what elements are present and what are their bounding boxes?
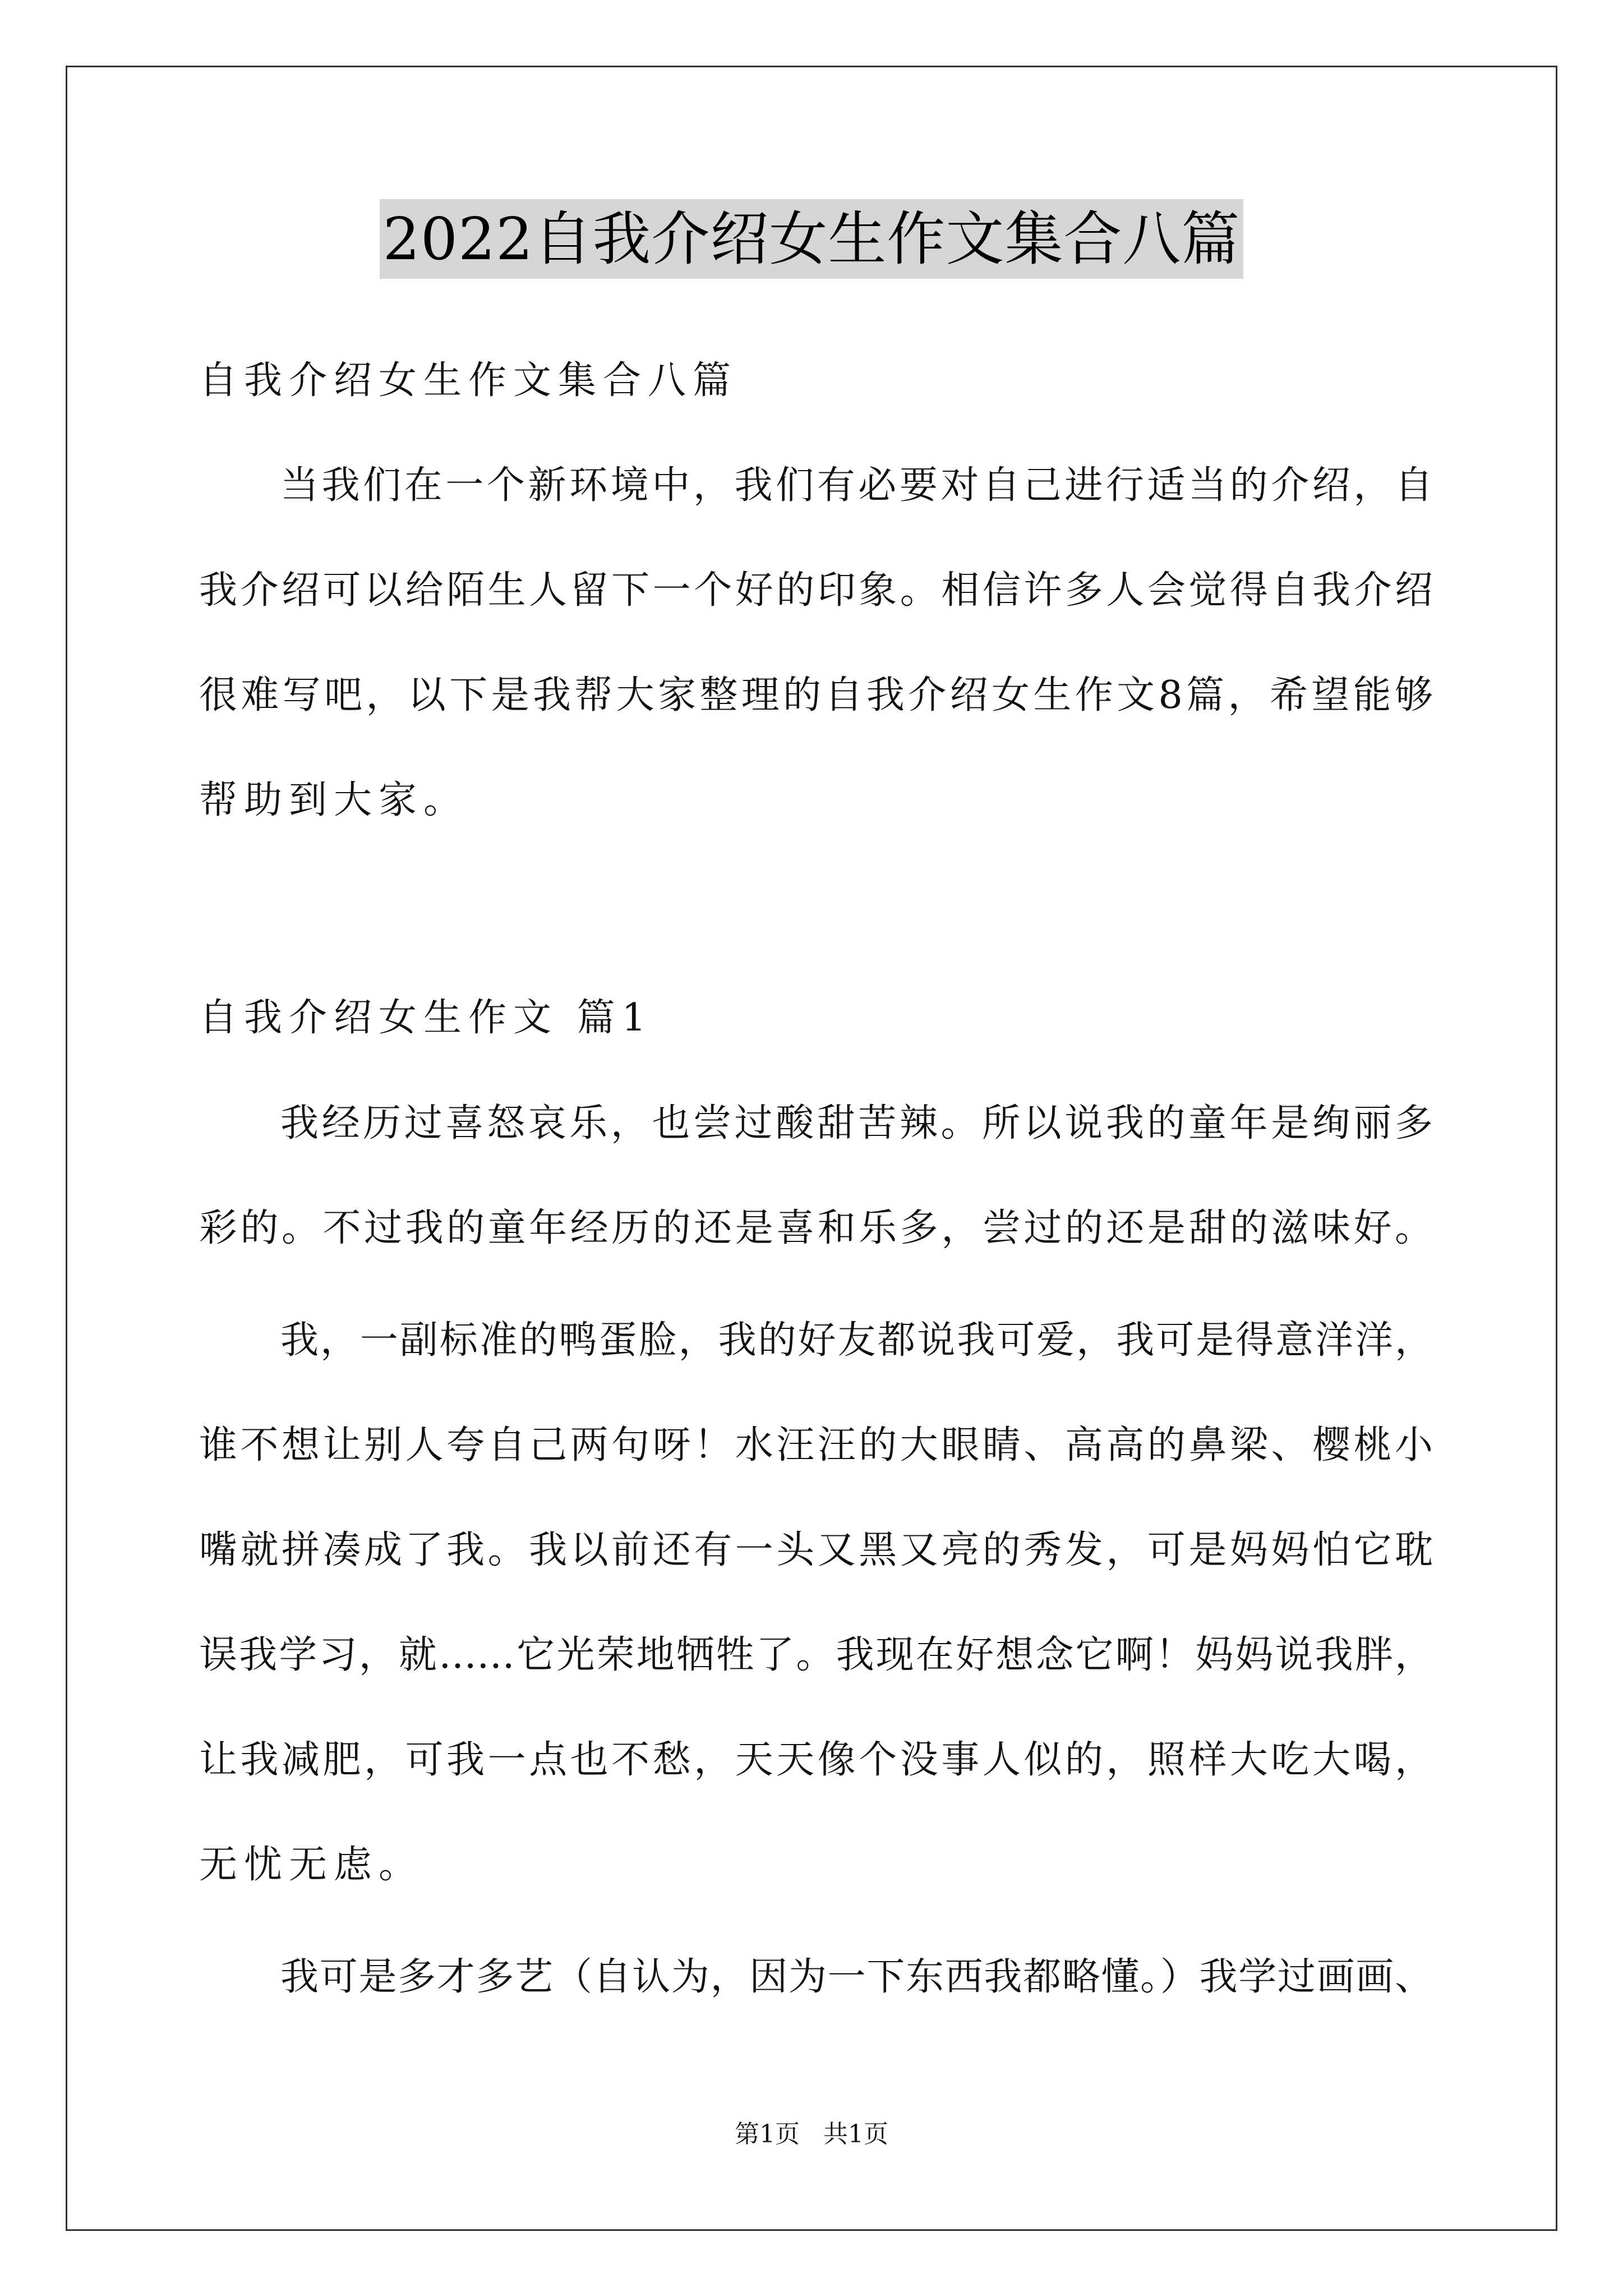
paragraph-line: 我，一副标准的鸭蛋脸，我的好友都说我可爱，我可是得意洋洋， (280, 1318, 1433, 1363)
paragraph-line: 让我减肥，可我一点也不愁，天天像个没事人似的，照样大吃大喝， (199, 1738, 1433, 1782)
paragraph-line: 无忧无虑。 (199, 1843, 424, 1887)
intro-line: 我介绍可以给陌生人留下一个好的印象。相信许多人会觉得自我介绍 (199, 568, 1433, 613)
paragraph-line: 我经历过喜怒哀乐，也尝过酸甜苦辣。所以说我的童年是绚丽多 (280, 1101, 1433, 1145)
title-container (0, 199, 1623, 279)
paragraph-line: 嘴就拼凑成了我。我以前还有一头又黑又亮的秀发，可是妈妈怕它耽 (199, 1528, 1433, 1572)
intro-line: 很难写吧，以下是我帮大家整理的自我介绍女生作文8篇，希望能够 (199, 673, 1433, 717)
page-total: 共1页 (823, 2120, 888, 2148)
document-subtitle: 自我介绍女生作文集合八篇 (199, 358, 738, 403)
section-heading: 自我介绍女生作文 篇1 (199, 996, 653, 1040)
intro-line: 当我们在一个新环境中，我们有必要对自己进行适当的介绍，自 (280, 463, 1433, 508)
paragraph-line: 谁不想让别人夸自己两句呀！水汪汪的大眼睛、高高的鼻梁、樱桃小 (199, 1423, 1433, 1467)
paragraph-line: 彩的。不过我的童年经历的还是喜和乐多，尝过的还是甜的滋味好。 (199, 1206, 1433, 1250)
document-title: 2022自我介绍女生作文集合八篇 (380, 199, 1244, 279)
page-footer (0, 2118, 1623, 2151)
page-number: 第1页 (735, 2120, 800, 2148)
intro-line: 帮助到大家。 (199, 778, 469, 822)
paragraph-line: 我可是多才多艺（自认为，因为一下东西我都略懂。）我学过画画、 (280, 1955, 1433, 1999)
paragraph-line: 误我学习，就……它光荣地牺牲了。我现在好想念它啊！妈妈说我胖， (199, 1633, 1433, 1677)
